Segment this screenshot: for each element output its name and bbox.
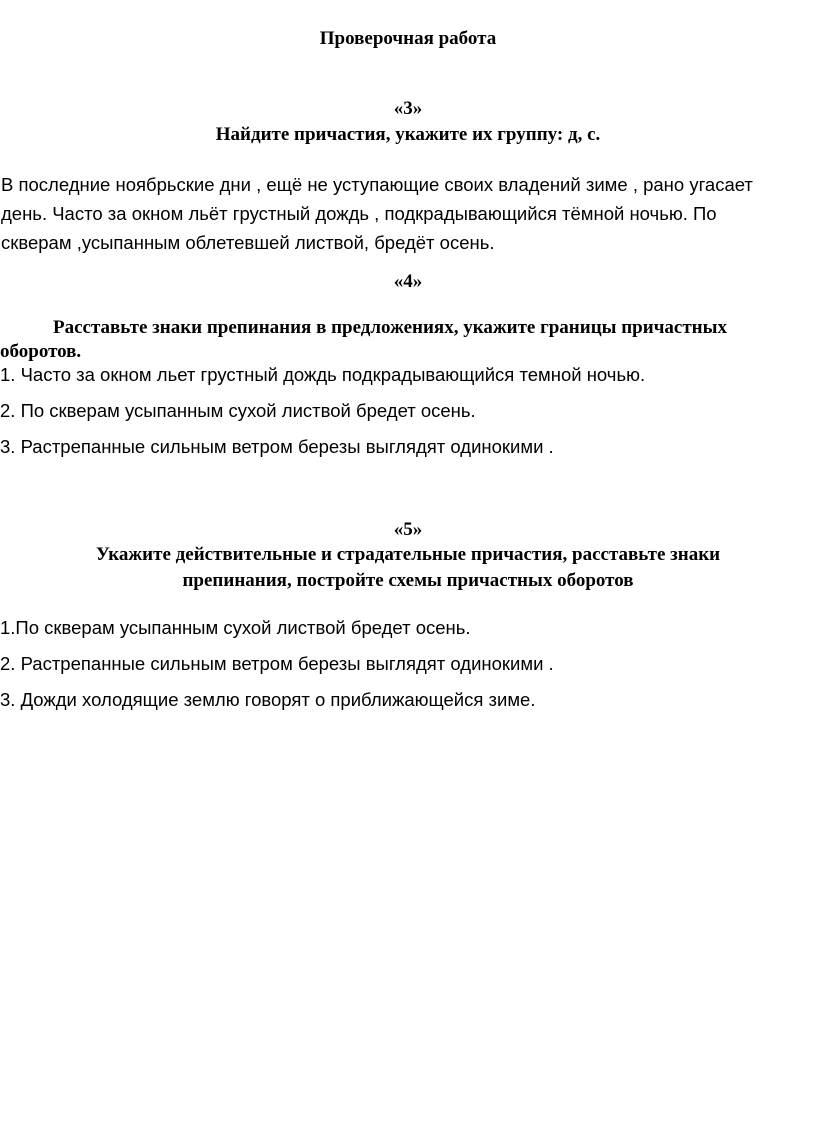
section-3-text (1, 170, 801, 257)
section-5-task-line: Укажите действительные и страдательные причастия, расставьте знаки (95, 544, 721, 565)
section-4-sentence: 2. По скверам усыпанным сухой листвой бредет осень. (0, 400, 476, 421)
section-5-sentence: 1.По скверам усыпанным сухой листвой бредет осень. (0, 617, 471, 638)
section-4-sentence: 3. Растрепанные сильным ветром березы выглядят одинокими . (0, 436, 554, 457)
section-3-number: «3» (393, 98, 423, 119)
section-5-task-line: препинания, постройте схемы причастных оборотов (182, 570, 634, 591)
section-5-number: «5» (393, 519, 423, 540)
section-3-text-line: В последние ноябрьские дни , ещё не уступающие своих владений зиме , рано угасает (1, 174, 753, 195)
section-4-task-line: оборотов. (0, 341, 82, 362)
section-4-sentence: 1. Часто за окном льет грустный дождь подкрадывающийся темной ночью. (0, 364, 646, 385)
section-5-sentence: 2. Растрепанные сильным ветром березы выглядят одинокими . (0, 653, 554, 674)
page-title: Проверочная работа (319, 28, 497, 49)
section-3-text-line: день. Часто за окном льёт грустный дождь , подкрадывающийся тёмной ночью. По (1, 203, 717, 224)
section-3-task: Найдите причастия, укажите их группу: д, с. (215, 124, 601, 145)
section-4-task (0, 316, 810, 364)
section-4-number: «4» (393, 271, 423, 292)
section-3-text-line: скверам ,усыпанным облетевшей листвой, бредёт осень. (1, 232, 495, 253)
section-5-sentence: 3. Дожди холодящие землю говорят о приближающейся зиме. (0, 689, 536, 710)
section-4-task-line: Расставьте знаки препинания в предложениях, укажите границы причастных (53, 317, 727, 338)
